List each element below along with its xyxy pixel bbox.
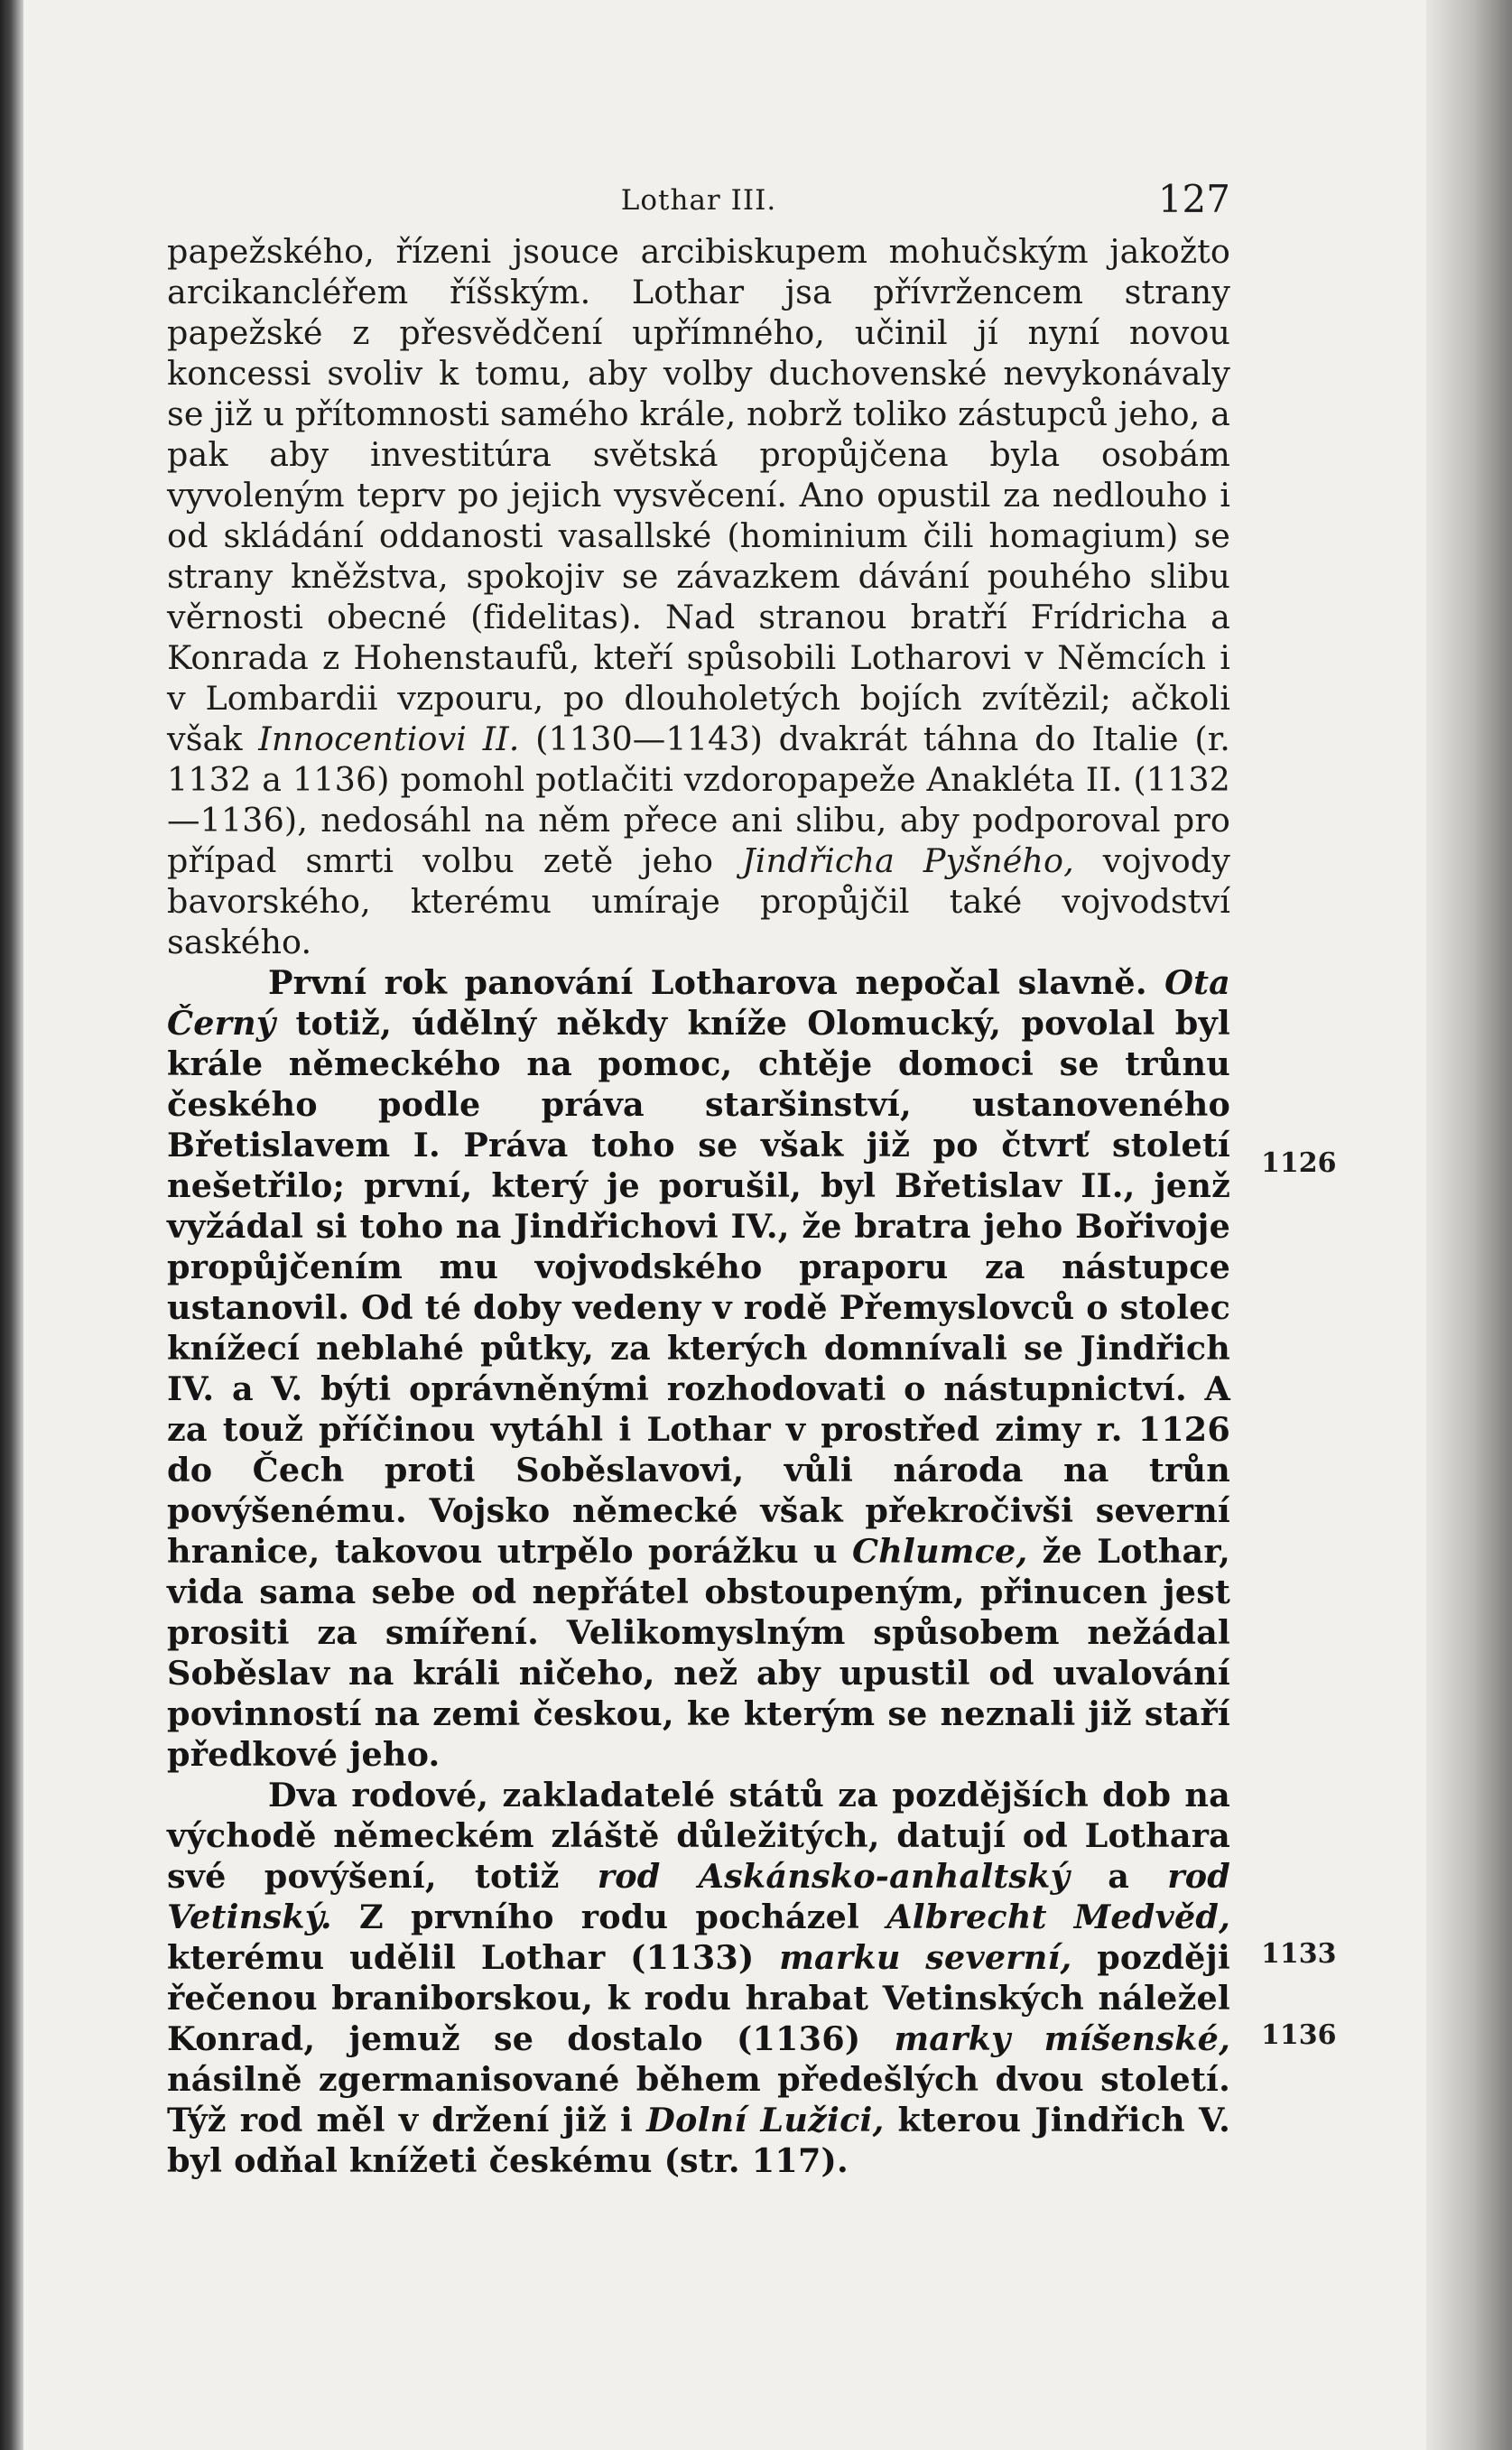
paragraph-lothar-papacy: papežského, řízeni jsouce arcibiskupem mohučským jakožto arcikancléřem říšským. Lothar jsa přívržencem strany papežské z přesvědčení upřímného, učinil jí nyní novou koncessi svoliv k tomu, aby volby duchovenské nevykonávaly se již u přítomnosti samého krále, nobrž toliko zástupců jeho, a pak aby investitúra světská propůjčena byla osobám vyvoleným teprv po jejich vysvěcení. Ano opustil za nedlouho i od skládání oddanosti vasallské (hominium čili homagium) se strany kněžstva, spokojiv se závazkem dávání pouhého slibu věrnosti obecné (fidelitas). Nad stranou bratří Frídricha a Konrada z Hohenstaufů, kteří spůsobili Lotharovi v Němcích i v Lombardii vzpouru, po dlouholetých bojích zvítězil; ačkoli však Innocentiovi II. (1130—1143) dvakrát táhna do Italie (r. 1132 a 1136) pomohl potlačiti vzdoropapeže Anakléta II. (1132—1136), nedosáhl na něm přece ani slibu, aby podporoval pro případ smrti volbu zetě jeho Jindřicha Pyšného, vojvody bavorského, kterému umíraje propůjčil také vojvodství saského. <box>167 232 1230 961</box>
paragraph-first-year-reign: První rok panování Lotharova nepočal slavně. Ota Černý totiž, údělný někdy kníže Olomucký, povolal byl krále německého na pomoc, chtěje domoci se trůnu českého podle práva staršinství, ustanoveného Břetislavem I. Práva toho se však již po čtvrť století nešetřilo; první, který je porušil, byl Břetislav II., jenž vyžádal si toho na Jindřichovi IV., že bratra jeho Bořivoje propůjčením mu vojvodského praporu za nástupce ustanovil. Od té doby vedeny v rodě Přemyslovců o stolec knížecí neblahé půtky, za kterých domnívali se Jindřich IV. a V. býti oprávněnými rozhodovati o nástupnictví. A za touž příčinou vytáhl i Lothar v prostřed zimy r. 1126 do Čech proti Soběslavovi, vůli národa na trůn povýšenému. Vojsko německé však překročivši severní hranice, takovou utrpělo porážku u Chlumce, že Lothar, vida sama sebe od nepřátel obstoupeným, přinucen jest prositi za smíření. Velikomyslným spůsobem nežádal Soběslav na králi ničeho, než aby upustil od uvalování povinností na zemi českou, ke kterým se neznali již staří předkové jeho. <box>167 963 1231 1774</box>
margin-note-year: 1133 <box>1261 1938 1337 1970</box>
margin-note-year: 1136 <box>1261 2019 1337 2051</box>
scan-edge-left <box>0 0 23 2450</box>
book-page <box>167 177 1337 2181</box>
running-head-title: Lothar III. <box>620 184 777 217</box>
page-number: 127 <box>1157 177 1230 221</box>
paragraph-two-dynasties: Dva rodové, zakladatelé států za pozdějších dob na východě německém zláště důležitých, datují od Lothara své povýšení, totiž rod Askánsko-anhaltský a rod Vetinský. Z prvního rodu pocházel Albrecht Medvěd, kterému udělil Lothar (1133) marku severní, později řečenou braniborskou, k rodu hrabat Vetinských náležel Konrad, jemuž se dostalo (1136) marky míšenské, násilně zgermanisované během předešlých dvou století. Týž rod měl v držení již i Dolní Lužici, kterou Jindřich V. byl odňal knížeti českému (str. 117). <box>167 1776 1231 2180</box>
margin-note-year: 1126 <box>1261 1147 1337 1179</box>
running-head <box>167 177 1230 231</box>
scan-edge-right <box>1426 0 1512 2450</box>
